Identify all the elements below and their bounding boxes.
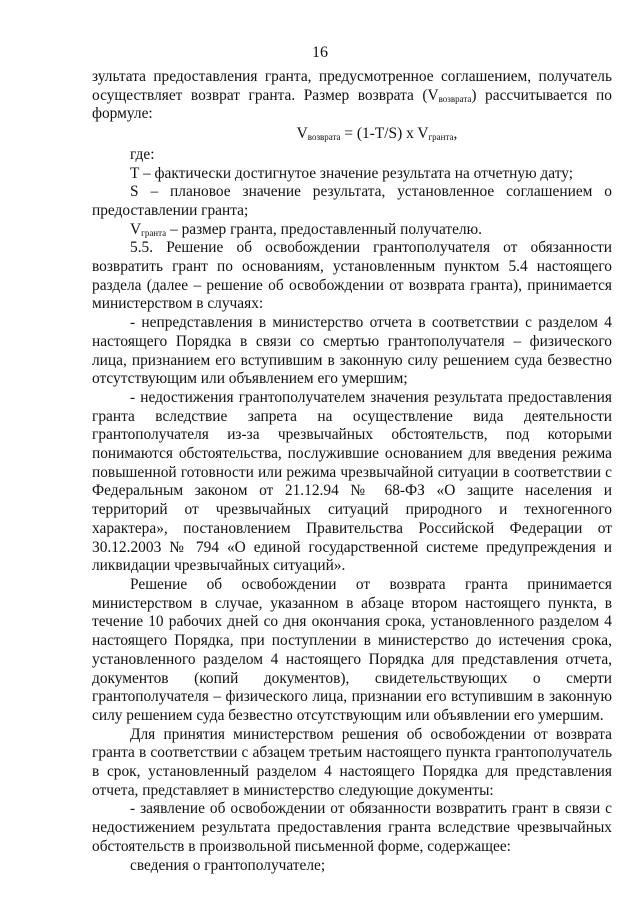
document-body: [92, 68, 612, 875]
paragraph-documents: Для принятия министерством решения об освобождении от возврата гранта в соответствии с абзацем третьим настоящего пункта грантополучатель в срок, установленный разделом 4 настоящего Порядка для представления отчета, представляет в министерство следующие документы:: [92, 725, 612, 799]
paragraph-grantee-info: сведения о грантополучателе;: [130, 856, 326, 874]
where-label: где:: [130, 145, 155, 163]
paragraph-5-5: 5.5. Решение об освобождении грантополучателя от обязанности возвратить грант по основаниям, установленным пунктом 5.4 настоящего раздела (далее – решение об освобождении от возврата гранта), принимается министерством в случаях:: [92, 239, 612, 313]
return-formula: $V_{возврата} = (1-T/S)$ x $V_{гранта}$,: [296, 125, 458, 143]
page-number: 16: [312, 44, 328, 61]
paragraph-decision: Решение об освобождении от возврата гранта принимается министерством в случае, указанном в абзаце втором настоящего пункта, в течение 10 рабочих дней со дня окончания срока, установленного разделом 4 настоящего Порядка, при поступлении в министерство до истечения срока, установленного разделом 4 настоящего Порядка для представления отчета, документов (копий документов), свидетельствующих о смерти грантополучателя – физического лица, признании его вступившим в законную силу решением суда безвестно отсутствующим или объявлении его умершим.: [92, 575, 612, 724]
bullet-application: - заявление об освобождении от обязанности возвратить грант в связи с недостижением результата предоставления гранта вследствие чрезвычайных обстоятельств в произвольной письменной форме, содержащее:: [92, 800, 612, 855]
definition-v: $V_{гранта}$ – размер гранта, предоставленный получателю.: [130, 220, 482, 238]
paragraph-return-intro: зультата предоставления гранта, предусмотренное соглашением, получатель осуществляет возврат гранта. Размер возврата $(V_{возврата})$ рассчитывается по формуле:: [92, 68, 612, 123]
bullet-emergency: - недостижения грантополучателем значения результата предоставления гранта вследствие запрета на осуществление вида деятельности грантополучателя из-за чрезвычайных обстоятельств, под которыми понимаются обстоятельства, послужившие основанием для введения режима повышенной готовности или режима чрезвычайной ситуации в соответствии с Федеральным законом от 21.12.94 № 68-ФЗ «О защите населения и территорий от чрезвычайных ситуаций природного и техногенного характера», постановлением Правительства Российской Федерации от 30.12.2003 № 794 «О единой государственной системе предупреждения и ликвидации чрезвычайных ситуаций».: [92, 388, 612, 575]
definition-t: T – фактически достигнутое значение результата на отчетную дату;: [130, 164, 573, 182]
bullet-no-report: - непредставления в министерство отчета в соответствии с разделом 4 настоящего Порядка в связи со смертью грантополучателя – физического лица, признанием его вступившим в законную силу решением суда безвестно отсутствующим или объявлением его умершим;: [92, 314, 612, 388]
definition-s: S – плановое значение результата, установленное соглашением о предоставлении гранта;: [92, 183, 612, 219]
